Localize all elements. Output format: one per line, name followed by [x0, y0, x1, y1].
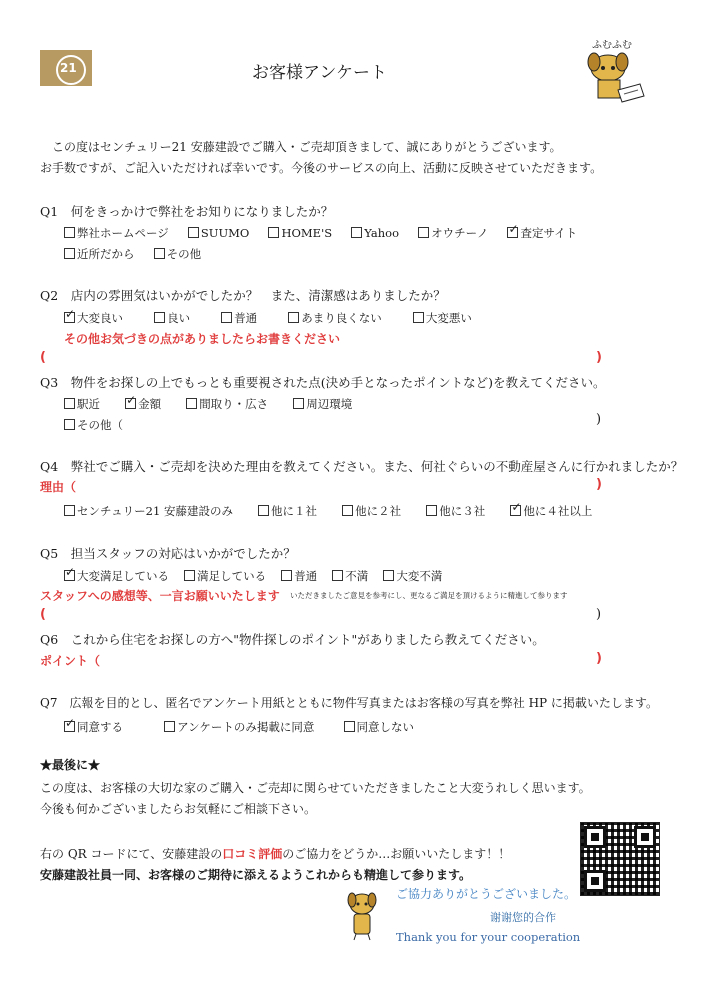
q4-label: Q4 弊社でご購入・ご売却を決めた理由を教えてください。また、何社ぐらいの不動産屋さんに行かれましたか？ — [40, 459, 684, 474]
checkbox-icon[interactable] — [344, 721, 355, 732]
q5-option-checked[interactable]: ✓大変満足している — [64, 568, 169, 584]
q2-close-paren: ) — [596, 350, 602, 365]
q5-option[interactable]: 満足している — [184, 568, 266, 584]
q2-note: その他お気づきの点がありましたらお書きください — [64, 332, 341, 346]
checkbox-checked-icon[interactable] — [510, 505, 521, 516]
q7-option-checked[interactable]: ✓同意する — [64, 719, 123, 735]
q1-option[interactable]: Yahoo — [351, 226, 399, 240]
q7-options — [64, 716, 428, 735]
mascot-reading-icon — [580, 46, 650, 106]
q5-option[interactable]: 普通 — [281, 568, 317, 584]
q4-option[interactable]: 他に２社 — [342, 503, 401, 519]
checkbox-icon[interactable] — [64, 248, 75, 259]
closing-qr-line: 右の QR コードにて、安藤建設の口コミ評価のご協力をどうか…お願いいたします！！ — [40, 847, 511, 861]
checkbox-icon[interactable] — [64, 419, 75, 430]
q3-option[interactable]: 周辺環境 — [293, 396, 352, 412]
q5-option[interactable]: 不満 — [332, 568, 368, 584]
checkbox-icon[interactable] — [293, 398, 304, 409]
q1-options-row1 — [64, 222, 591, 241]
checkbox-icon[interactable] — [288, 312, 299, 323]
q3-close-paren: ) — [596, 412, 602, 427]
q4-option[interactable]: 他に３社 — [426, 503, 485, 519]
qr-code-icon[interactable] — [580, 822, 660, 896]
q1-option-checked[interactable]: ✓ 査定サイト — [507, 225, 577, 241]
q1-option[interactable]: オウチーノ — [418, 225, 488, 241]
q5-label: Q5 担当スタッフの対応はいかがでしたか？ — [40, 546, 296, 561]
checkbox-icon[interactable] — [342, 505, 353, 516]
checkbox-checked-icon[interactable] — [507, 227, 518, 238]
q5-open-paren: ( — [40, 607, 46, 622]
q5-options — [64, 565, 456, 584]
q2-open-paren: ( — [40, 350, 46, 365]
checkbox-icon[interactable] — [258, 505, 269, 516]
q3-option-checked[interactable]: ✓ 金額 — [125, 396, 161, 412]
q1-option[interactable]: 近所だから — [64, 246, 135, 262]
checkbox-icon[interactable] — [268, 227, 279, 238]
q7-option[interactable]: 同意しない — [344, 719, 415, 735]
q1-option[interactable]: HOME'S — [268, 226, 332, 240]
checkbox-icon[interactable] — [186, 398, 197, 409]
q1-option[interactable]: その他 — [154, 246, 202, 262]
checkbox-icon[interactable] — [418, 227, 429, 238]
closing-line-2: 今後も何かございましたらお気軽にご相談下さい。 — [40, 802, 317, 816]
checkbox-checked-icon[interactable] — [64, 312, 75, 323]
q1-option[interactable]: 弊社ホームページ — [64, 225, 169, 241]
q4-options — [64, 500, 606, 519]
q1-options-row2 — [64, 243, 215, 262]
q5-subnote: いただきましたご意見を参考にし、更なるご満足を頂けるように精進して参ります — [290, 591, 568, 600]
q7-option[interactable]: アンケートのみ掲載に同意 — [164, 719, 314, 735]
checkbox-icon[interactable] — [64, 398, 75, 409]
checkbox-icon[interactable] — [188, 227, 199, 238]
closing-heading: ★最後に★ — [40, 758, 101, 772]
q3-options — [64, 393, 366, 412]
q2-option[interactable]: 良い — [154, 310, 190, 326]
q3-option[interactable]: 間取り・広さ — [186, 396, 268, 412]
qr-eye-icon — [634, 826, 656, 848]
q4-option-checked[interactable]: ✓ 他に４社以上 — [510, 503, 592, 519]
checkbox-icon[interactable] — [281, 570, 292, 581]
q2-option[interactable]: 大変悪い — [413, 310, 472, 326]
checkbox-checked-icon[interactable] — [125, 398, 136, 409]
q5-close-paren: ) — [596, 607, 602, 622]
checkbox-icon[interactable] — [413, 312, 424, 323]
checkbox-icon[interactable] — [221, 312, 232, 323]
checkbox-icon[interactable] — [164, 721, 175, 732]
q4-reason-label: 理由（ — [40, 480, 77, 494]
q3-label: Q3 物件をお探しの上でもっとも重要視された点(決め手となったポイントなど)を教えてください。 — [40, 375, 606, 390]
logo-text: 21 — [60, 61, 77, 75]
checkbox-icon[interactable] — [383, 570, 394, 581]
checkbox-icon[interactable] — [64, 505, 75, 516]
checkbox-icon[interactable] — [154, 312, 165, 323]
q2-options — [64, 307, 486, 326]
checkbox-checked-icon[interactable] — [64, 570, 75, 581]
q1-label: Q1 何をきっかけで弊社をお知りになりましたか？ — [40, 204, 334, 219]
q6-close-paren: ) — [596, 651, 602, 666]
qr-eye-icon — [584, 826, 606, 848]
thanks-chinese: 谢谢您的合作 — [490, 911, 556, 924]
q6-point-label: ポイント（ — [40, 654, 101, 668]
q7-label: Q7 広報を目的とし、匿名でアンケート用紙とともに物件写真またはお客様の写真を弊社 HP に掲載いたします。 — [40, 696, 658, 710]
q2-option[interactable]: あまり良くない — [288, 310, 382, 326]
q3-other[interactable]: その他（ — [64, 414, 137, 433]
checkbox-icon[interactable] — [351, 227, 362, 238]
intro-line-1: この度はセンチュリー21 安藤建設でご購入・ご売却頂きまして、誠にありがとうございます。 — [52, 140, 562, 154]
checkbox-checked-icon[interactable] — [64, 721, 75, 732]
closing-line-1: この度は、お客様の大切な家のご購入・ご売却に関らせていただきましたこと大変うれしく思います。 — [40, 781, 591, 795]
mascot-thanks-icon — [340, 890, 386, 942]
q5-option[interactable]: 大変不満 — [383, 568, 442, 584]
q2-option-checked[interactable]: ✓大変良い — [64, 310, 123, 326]
q4-option[interactable]: 他に１社 — [258, 503, 317, 519]
checkbox-icon[interactable] — [64, 227, 75, 238]
intro-line-2: お手数ですが、ご記入いただければ幸いです。今後のサービスの向上、活動に反映させていただきます。 — [40, 161, 603, 175]
thanks-english: Thank you for your cooperation — [396, 930, 581, 944]
q5-note: スタッフへの感想等、一言お願いいたします — [40, 589, 280, 603]
q4-close-paren: ) — [596, 477, 602, 492]
mascot-caption: ふむふむ — [592, 40, 632, 51]
q2-option[interactable]: 普通 — [221, 310, 257, 326]
q2-label: Q2 店内の雰囲気はいかがでしたか？ また、清潔感はありましたか？ — [40, 288, 446, 303]
page-title: お客様アンケート — [252, 63, 387, 83]
checkbox-icon[interactable] — [184, 570, 195, 581]
q1-option[interactable]: SUUMO — [188, 226, 249, 240]
closing-line-4: 安藤建設社員一同、お客様のご期待に添えるようこれからも精進して参ります。 — [40, 868, 472, 882]
q6-label: Q6 これから住宅をお探しの方へ"物件探しのポイント"がありましたら教えてください。 — [40, 632, 545, 647]
q3-option[interactable]: 駅近 — [64, 396, 100, 412]
qr-eye-icon — [584, 870, 606, 892]
thanks-japanese: ご協力ありがとうございました。 — [396, 887, 577, 901]
checkbox-icon[interactable] — [154, 248, 165, 259]
checkbox-icon[interactable] — [332, 570, 343, 581]
checkbox-icon[interactable] — [426, 505, 437, 516]
q4-option[interactable]: センチュリー21 安藤建設のみ — [64, 503, 233, 519]
